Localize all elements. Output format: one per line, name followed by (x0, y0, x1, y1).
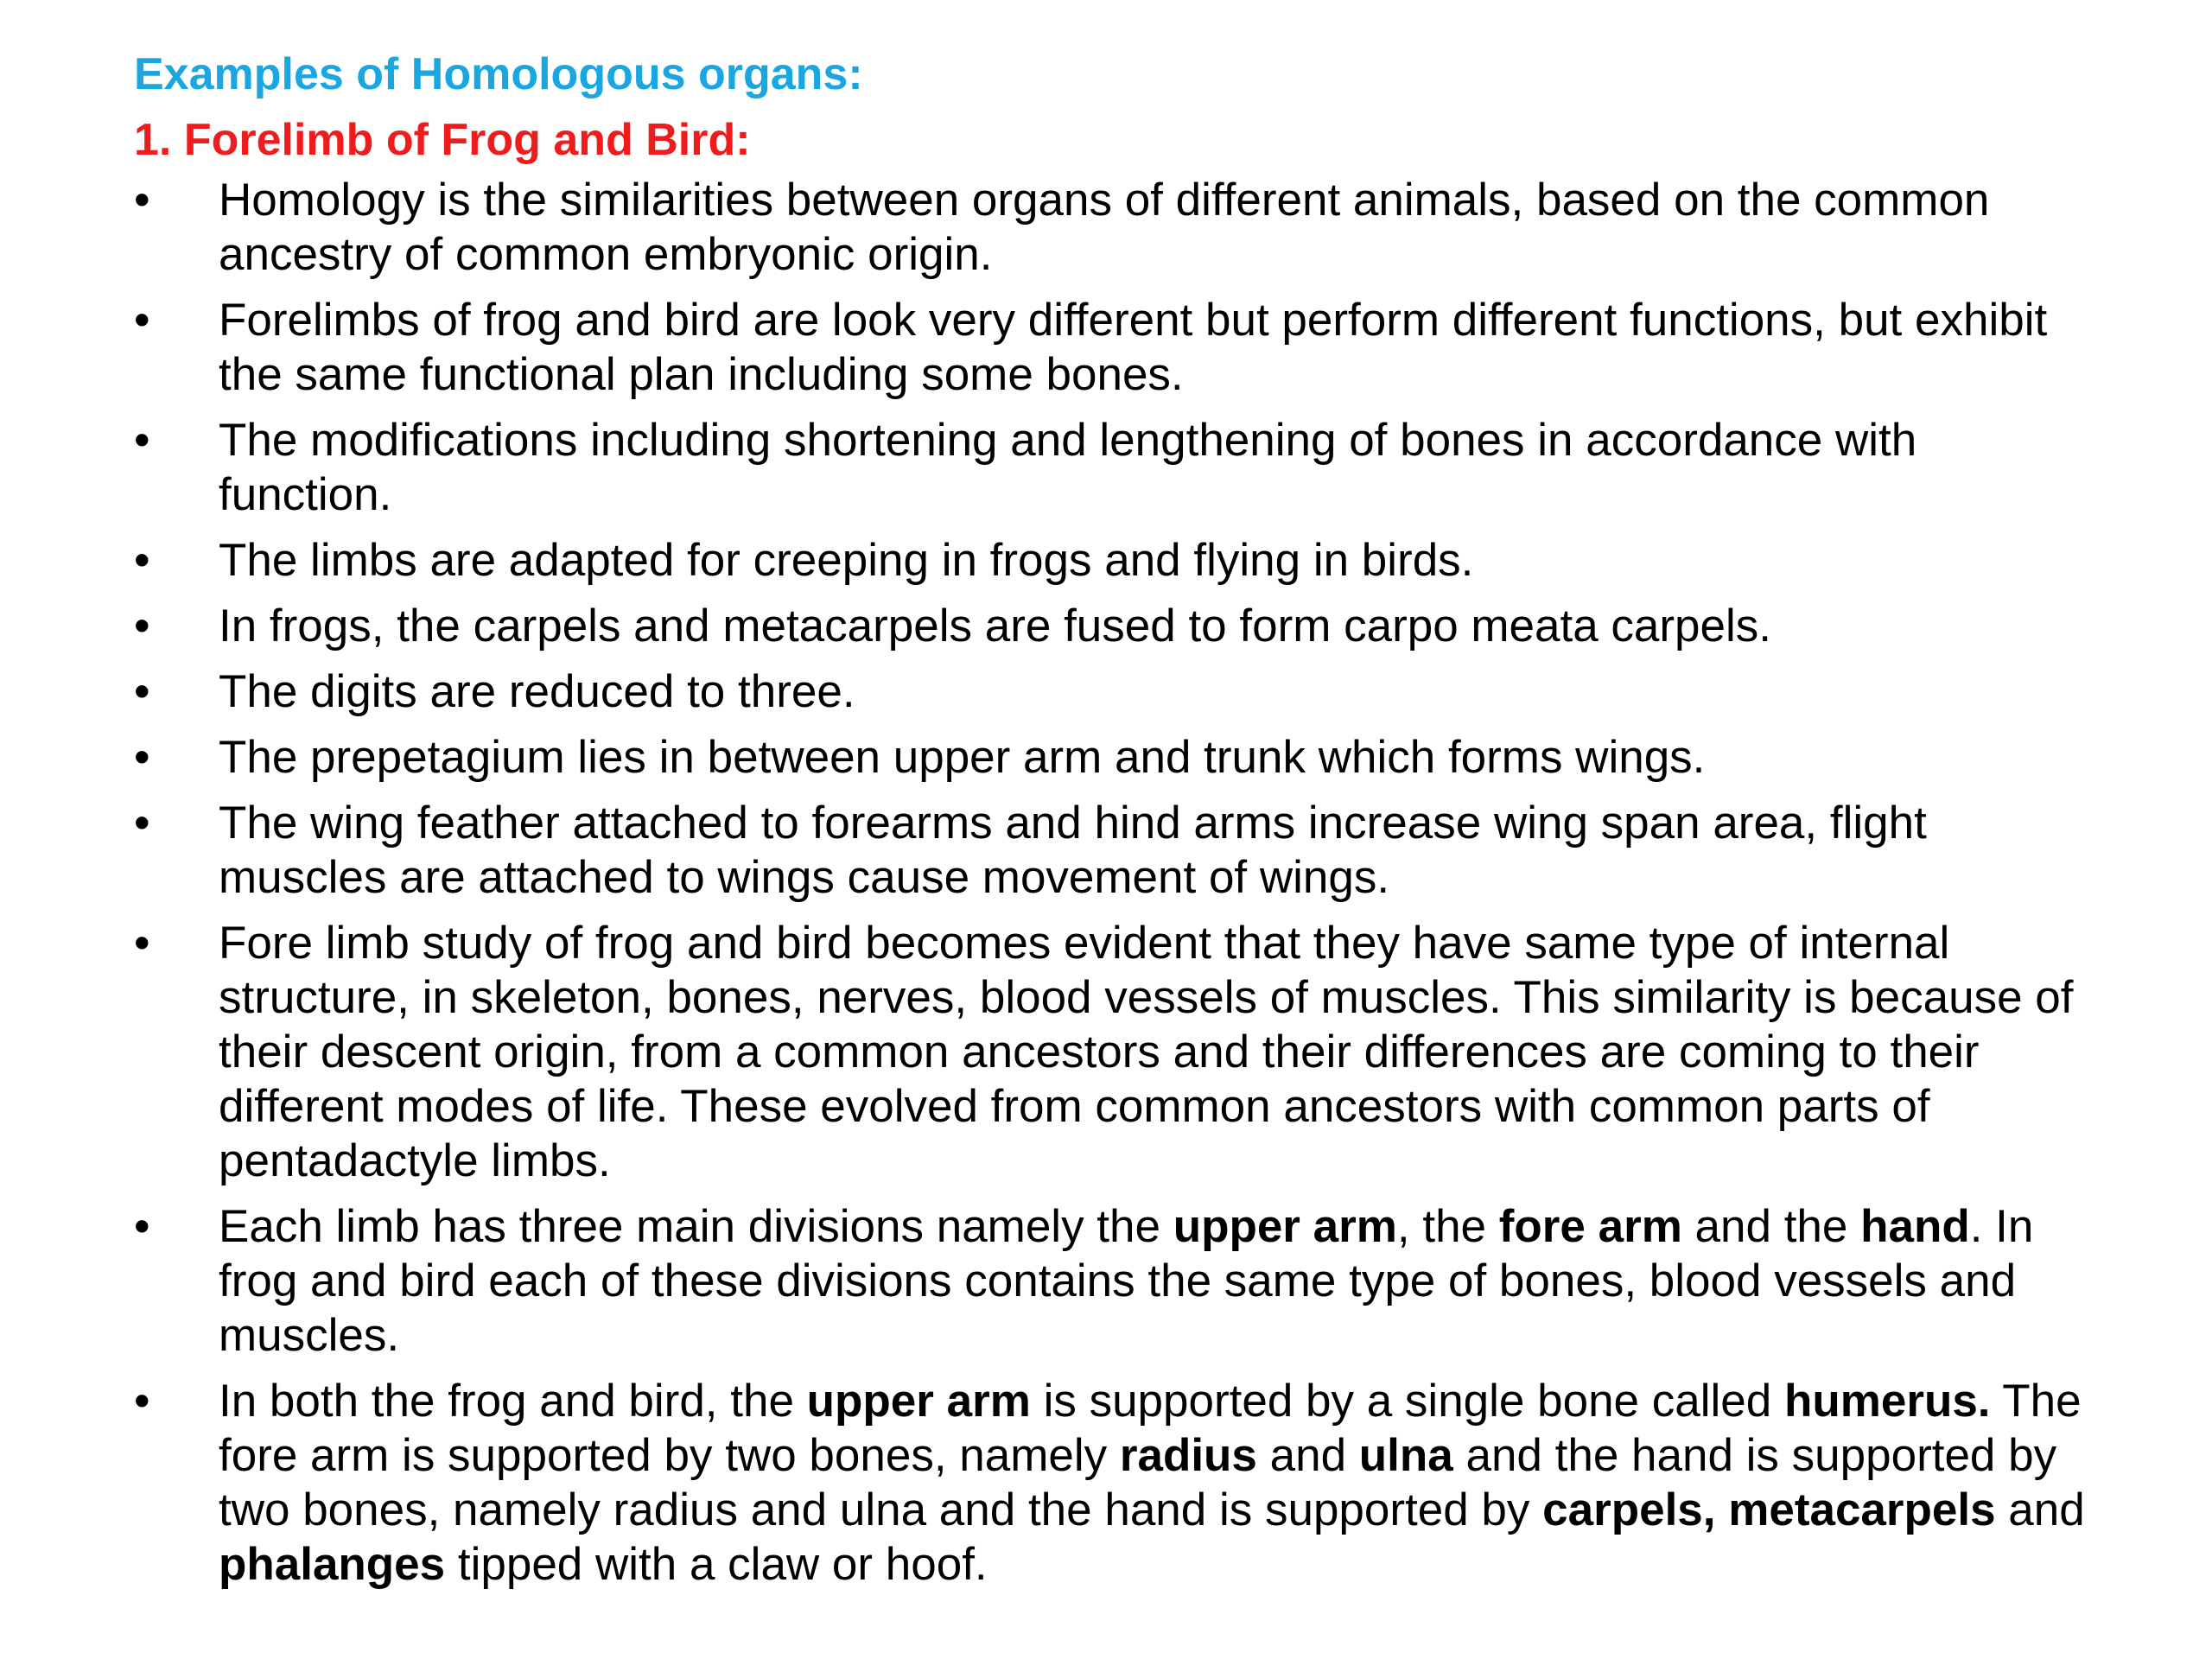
bold-term: carpels, metacarpels (1542, 1484, 1996, 1535)
text-segment: and the (1681, 1201, 1861, 1252)
text-segment: is supported by a single bone called (1030, 1376, 1784, 1427)
text-segment: Fore limb study of frog and bird becomes evident that they have same type of internal structure, in skeleton, bones, nerves, blood vessels of muscles. This similarity is because of their descent origin, from a common ancestors and their differences are coming to their different modes of life. These evolved from common ancestors with common parts of pentadactyle limbs. (219, 918, 2074, 1186)
section-heading: 1. Forelimb of Frog and Bird: (134, 115, 751, 165)
bullet-item (134, 533, 2095, 588)
text-segment: and the hand is supported by two bones, namely radius and ulna and the hand is supported by (219, 1430, 2057, 1535)
bold-term: phalanges (219, 1539, 446, 1590)
bullet-item (134, 293, 2095, 402)
bullet-dot-icon: • (134, 732, 150, 783)
bullet-text (219, 918, 2073, 1186)
bullet-item (134, 730, 2095, 785)
text-segment: The digits are reduced to three. (219, 666, 855, 717)
bullet-item (134, 916, 2095, 1188)
text-segment: The prepetagium lies in between upper arm and trunk which forms wings. (219, 732, 1706, 783)
bullet-text (219, 601, 1771, 652)
text-segment: The limbs are adapted for creeping in frogs and flying in birds. (219, 535, 1474, 586)
bullet-text (219, 415, 1916, 520)
bullet-text (219, 732, 1705, 783)
text-segment: Each limb has three main divisions namely the (219, 1201, 1173, 1252)
text-segment: The modifications including shortening and lengthening of bones in accordance with function. (219, 415, 1917, 520)
text-segment: tipped with a claw or hoof. (445, 1539, 988, 1590)
bullet-dot-icon: • (134, 798, 150, 849)
bullet-item (134, 413, 2095, 522)
bullet-text (219, 1376, 2085, 1590)
bullet-item (134, 1374, 2095, 1592)
bold-term: humerus. (1783, 1376, 1991, 1427)
bullet-dot-icon: • (134, 415, 150, 466)
text-segment: The wing feather attached to forearms and hind arms increase wing span area, flight muscles are attached to wings cause movement of wings. (219, 798, 1927, 903)
bullet-dot-icon: • (134, 1376, 150, 1427)
bullet-text (219, 1201, 2033, 1361)
bullet-item (134, 599, 2095, 653)
bullet-item (134, 1199, 2095, 1363)
bullet-item (134, 173, 2095, 282)
bold-term: ulna (1358, 1430, 1453, 1481)
bold-term: radius (1119, 1430, 1257, 1481)
text-segment: Forelimbs of frog and bird are look very different but perform different functions, but exhibit the same functional plan including some bones. (219, 295, 2048, 400)
bullet-dot-icon: • (134, 918, 150, 969)
bold-term: hand (1860, 1201, 1970, 1252)
bullet-dot-icon: • (134, 295, 150, 346)
bullet-dot-icon: • (134, 601, 150, 652)
slide-title: Examples of Homologous organs: (134, 49, 863, 99)
bullet-dot-icon: • (134, 175, 150, 226)
bullet-text (219, 798, 1927, 903)
bullet-dot-icon: • (134, 535, 150, 586)
bullet-list (134, 173, 2095, 1592)
text-segment: . In frog and bird each of these divisions contains the same type of bones, blood vessels and muscles. (219, 1201, 2034, 1361)
bullet-item (134, 796, 2095, 905)
text-segment: and (1256, 1430, 1359, 1481)
bullet-item (134, 664, 2095, 719)
bullet-text (219, 295, 2047, 400)
text-segment: Homology is the similarities between organs of different animals, based on the common ancestry of common embryonic origin. (219, 175, 1990, 280)
text-segment: The fore arm is supported by two bones, namely (219, 1376, 2082, 1481)
bullet-text (219, 535, 1473, 586)
bullet-dot-icon: • (134, 1201, 150, 1252)
text-segment: In frogs, the carpels and metacarpels are fused to form carpo meata carpels. (219, 601, 1772, 652)
text-segment: and (1995, 1484, 2085, 1535)
bold-term: upper arm (1173, 1201, 1397, 1252)
bullet-text (219, 666, 855, 717)
bold-term: upper arm (806, 1376, 1031, 1427)
text-segment: In both the frog and bird, the (219, 1376, 807, 1427)
bullet-dot-icon: • (134, 666, 150, 717)
bold-term: fore arm (1498, 1201, 1682, 1252)
bullet-text (219, 175, 1989, 280)
text-segment: , the (1396, 1201, 1499, 1252)
slide-content (134, 41, 2095, 1592)
